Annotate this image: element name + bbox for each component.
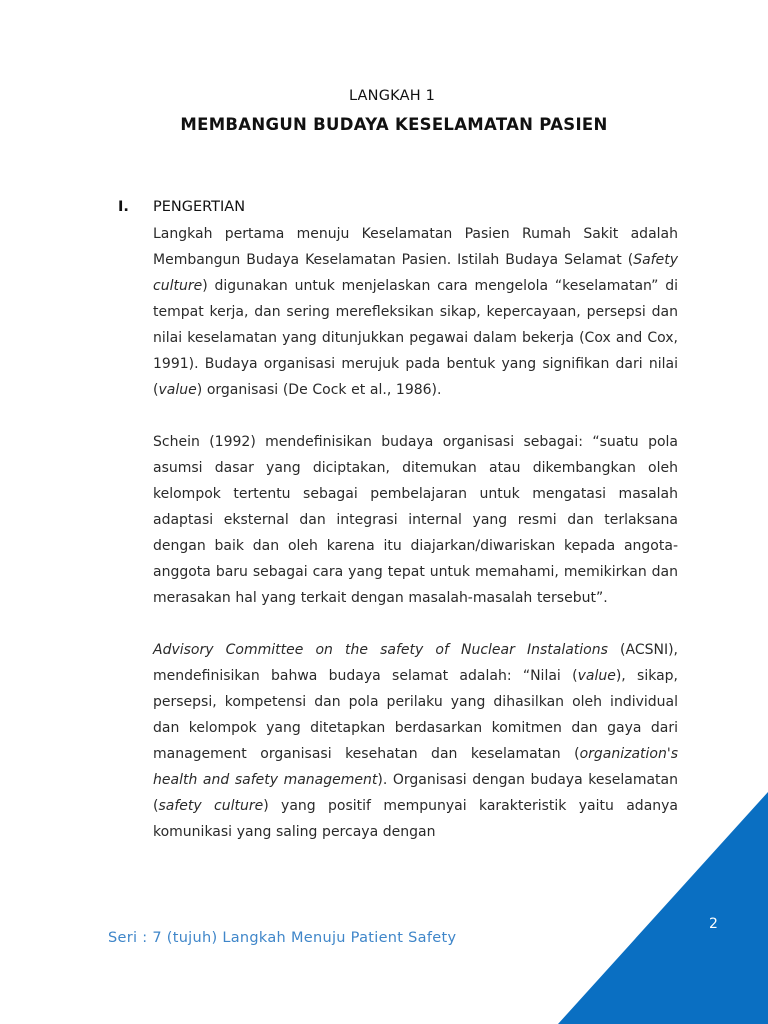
text-run: ), sikap, persepsi, kompetensi dan pola perilaku yang dihasilkan oleh individual dan kelompok yang ditetapkan berdasarkan komitmen dan gaya dari management organisasi kesehatan dan keselamatan ( bbox=[153, 668, 678, 762]
italic-term: organization's health and safety management bbox=[153, 746, 678, 788]
section-heading: PENGERTIAN bbox=[153, 199, 246, 215]
italic-term: Advisory Committee on the safety of Nuclear Instalations bbox=[153, 642, 608, 658]
text-run: (ACSNI), mendefinisikan bahwa budaya selamat adalah: “Nilai ( bbox=[153, 642, 678, 684]
corner-triangle-decoration bbox=[558, 792, 768, 1024]
text-run: Schein (1992) mendefinisikan budaya organisasi sebagai: “suatu pola asumsi dasar yang diciptakan, ditemukan atau dikembangkan oleh kelompok tertentu sebagai pembelajaran untuk mengatasi masalah adaptasi eksternal dan integrasi internal yang resmi dan terlaksana dengan baik dan oleh karena itu diajarkan/diwariskan kepada angota-anggota baru sebagai cara yang tepat untuk memahami, memikirkan dan merasakan hal yang terkait dengan masalah-masalah tersebut”. bbox=[153, 434, 678, 606]
step-label: LANGKAH 1 bbox=[348, 88, 436, 104]
text-run: ) organisasi (De Cock et al., 1986). bbox=[196, 382, 442, 398]
text-run: Langkah pertama menuju Keselamatan Pasien Rumah Sakit adalah Membangun Budaya Keselamatan Pasien. Istilah Budaya Selamat ( bbox=[153, 226, 678, 268]
page-number: 2 bbox=[709, 916, 718, 932]
text-run: ) digunakan untuk menjelaskan cara mengelola “keselamatan” di tempat kerja, dan sering merefleksikan sikap, kepercayaan, persepsi dan nilai keselamatan yang ditunjukkan pegawai dalam bekerja (Cox and Cox, 1991). Budaya organisasi merujuk pada bentuk yang signifikan dari nilai ( bbox=[153, 278, 678, 398]
footer-series-title: Seri : 7 (tujuh) Langkah Menuju Patient Safety bbox=[108, 930, 457, 946]
document-title: MEMBANGUN BUDAYA KESELAMATAN PASIEN bbox=[180, 115, 608, 134]
body-text bbox=[153, 221, 678, 845]
text-run: ). Organisasi dengan budaya keselamatan ( bbox=[153, 772, 678, 814]
section-number: I. bbox=[118, 199, 129, 215]
italic-term: value bbox=[577, 668, 616, 684]
italic-term: Safety culture bbox=[153, 252, 678, 294]
italic-term: safety culture bbox=[158, 798, 264, 814]
italic-term: value bbox=[158, 382, 197, 398]
paragraph-schein bbox=[153, 429, 678, 611]
text-run: ) yang positif mempunyai karakteristik yaitu adanya komunikasi yang saling percaya dengan bbox=[153, 798, 679, 840]
corner-triangle bbox=[558, 792, 768, 1024]
paragraph-definition bbox=[153, 221, 678, 403]
